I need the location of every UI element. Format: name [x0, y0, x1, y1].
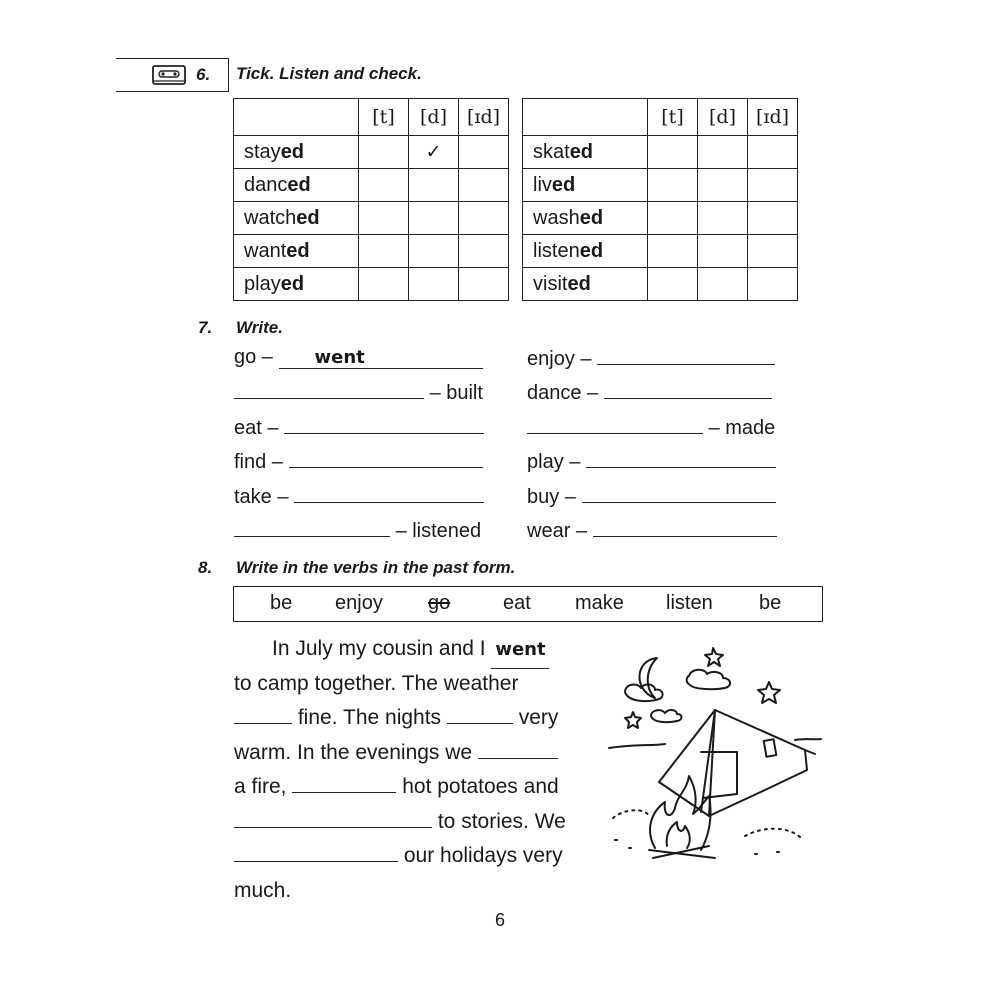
- answer-blank[interactable]: [582, 484, 776, 503]
- word-bank-item: make: [575, 592, 624, 614]
- tick-cell-t[interactable]: [648, 169, 698, 202]
- verb-line: [234, 415, 484, 440]
- story-line: to camp together. The weather: [234, 671, 519, 695]
- tick-cell-t[interactable]: [359, 202, 409, 235]
- tick-cell-id[interactable]: [748, 202, 798, 235]
- answer-blank[interactable]: [478, 740, 558, 759]
- column-header-d: [d]: [409, 99, 459, 136]
- tick-cell-id[interactable]: [459, 202, 509, 235]
- star-icon: [758, 682, 780, 703]
- tick-cell-t[interactable]: [648, 202, 698, 235]
- tick-cell-t[interactable]: [359, 268, 409, 301]
- table-row: [523, 136, 798, 169]
- word-bank-item-crossed: go: [428, 592, 451, 614]
- exercise-7-instruction: Write.: [236, 318, 283, 337]
- tick-cell-t[interactable]: [648, 136, 698, 169]
- story-line: a fire, hot potatoes and: [234, 775, 559, 798]
- column-header-t: [t]: [648, 99, 698, 136]
- verb-word: danced: [234, 169, 359, 202]
- answer-blank[interactable]: [234, 518, 390, 537]
- cloud-icon: [625, 684, 663, 701]
- tick-cell-id[interactable]: [748, 136, 798, 169]
- base-verb: eat –: [234, 417, 279, 439]
- word-bank-item: eat: [503, 592, 531, 614]
- verb-line: [234, 518, 481, 543]
- column-header-d: [d]: [698, 99, 748, 136]
- tick-cell-t[interactable]: [359, 136, 409, 169]
- tick-cell-t[interactable]: [648, 235, 698, 268]
- base-verb: buy –: [527, 486, 576, 508]
- word-bank: [233, 586, 823, 622]
- answer-blank[interactable]: [234, 809, 432, 828]
- cloud-icon: [687, 670, 730, 689]
- table-row: [234, 169, 509, 202]
- story-line: fine. The nights very: [234, 701, 594, 736]
- moon-icon: [639, 658, 657, 698]
- past-verb: – built: [429, 382, 483, 404]
- answer-blank[interactable]: [447, 705, 513, 724]
- sound-table-right: [522, 98, 798, 301]
- tick-cell-id[interactable]: [459, 268, 509, 301]
- answer-blank[interactable]: [234, 843, 398, 862]
- verb-word: listened: [523, 235, 648, 268]
- answer-blank[interactable]: [527, 415, 703, 434]
- answer-blank[interactable]: [294, 484, 484, 503]
- verb-word: visited: [523, 268, 648, 301]
- answer-blank[interactable]: [284, 415, 484, 434]
- table-header-row: [234, 99, 509, 136]
- tick-cell-id[interactable]: [459, 169, 509, 202]
- table-row: [523, 169, 798, 202]
- camp-illustration: [605, 640, 825, 870]
- verb-word: washed: [523, 202, 648, 235]
- table-row: [234, 268, 509, 301]
- tick-cell-d[interactable]: [409, 202, 459, 235]
- story-line: warm. In the evenings we: [234, 736, 594, 771]
- base-verb: wear –: [527, 520, 588, 542]
- story-line: to stories. We: [234, 805, 594, 840]
- campfire-icon: [650, 776, 711, 850]
- tick-cell-id[interactable]: [459, 136, 509, 169]
- table-row: [523, 202, 798, 235]
- base-verb: dance –: [527, 382, 599, 404]
- answer-blank[interactable]: [234, 705, 292, 724]
- star-icon: [705, 648, 723, 666]
- story-line: much.: [234, 878, 292, 902]
- answer-blank[interactable]: [292, 774, 396, 793]
- verb-line: [527, 415, 775, 440]
- tick-cell-id[interactable]: [748, 268, 798, 301]
- column-header-id: [ɪd]: [459, 99, 509, 136]
- story-line: our holidays very: [234, 839, 594, 874]
- base-verb: take –: [234, 486, 289, 508]
- tick-cell-id[interactable]: [748, 169, 798, 202]
- exercise-6-number: 6.: [196, 65, 211, 84]
- verb-word: wanted: [234, 235, 359, 268]
- answer-blank[interactable]: went: [491, 633, 549, 669]
- tick-cell-d[interactable]: [698, 169, 748, 202]
- tent-icon: [659, 710, 807, 816]
- answer-blank[interactable]: [289, 449, 483, 468]
- exercise-6-instruction: Tick. Listen and check.: [236, 64, 422, 83]
- table-row: [234, 235, 509, 268]
- page-number: 6: [494, 910, 505, 930]
- verb-line: [234, 380, 483, 405]
- base-verb: go –: [234, 346, 273, 368]
- base-verb: enjoy –: [527, 348, 592, 370]
- verb-word: lived: [523, 169, 648, 202]
- star-icon: [625, 712, 641, 728]
- past-verb: – made: [708, 417, 776, 439]
- tick-cell-d[interactable]: [698, 136, 748, 169]
- table-row: [523, 235, 798, 268]
- verb-line: [234, 449, 483, 474]
- verb-word: watched: [234, 202, 359, 235]
- verb-line: [527, 518, 777, 543]
- tick-cell-id[interactable]: [459, 235, 509, 268]
- verb-word: skated: [523, 136, 648, 169]
- word-bank-item: enjoy: [335, 592, 383, 614]
- tick-cell-t[interactable]: [359, 235, 409, 268]
- base-verb: play –: [527, 451, 581, 473]
- column-header-id: [ɪd]: [748, 99, 798, 136]
- table-header-blank: [234, 99, 359, 136]
- verb-line: [527, 346, 775, 371]
- tick-cell-d[interactable]: [409, 268, 459, 301]
- tick-cell-t[interactable]: [648, 268, 698, 301]
- tick-cell-d[interactable]: [409, 235, 459, 268]
- answer-blank[interactable]: went: [279, 347, 483, 369]
- table-header-blank: [523, 99, 648, 136]
- word-bank-item: listen: [666, 592, 713, 614]
- table-row: [523, 268, 798, 301]
- answer-blank[interactable]: [597, 346, 775, 365]
- verb-line: [527, 484, 776, 509]
- exercise-7-number: 7.: [198, 318, 213, 337]
- answer-blank[interactable]: [604, 380, 772, 399]
- table-row: [234, 202, 509, 235]
- verb-word: stayed: [234, 136, 359, 169]
- answer-blank[interactable]: [593, 518, 777, 537]
- tick-cell-d[interactable]: [698, 268, 748, 301]
- cassette-header-box: [116, 58, 229, 92]
- sound-table-left: [233, 98, 509, 301]
- tick-cell-t[interactable]: [359, 169, 409, 202]
- tick-cell-d[interactable]: [698, 202, 748, 235]
- verb-line: [234, 484, 484, 509]
- tick-cell-id[interactable]: [748, 235, 798, 268]
- word-bank-item: be: [270, 592, 293, 614]
- verb-line: [527, 380, 772, 405]
- tick-cell-d[interactable]: [698, 235, 748, 268]
- verb-line: [527, 449, 776, 474]
- cloud-icon: [651, 710, 682, 722]
- verb-line: [234, 346, 483, 369]
- tick-cell-d[interactable]: [409, 169, 459, 202]
- base-verb: find –: [234, 451, 283, 473]
- exercise-8-number: 8.: [198, 558, 213, 577]
- tick-cell-d[interactable]: ✓: [409, 136, 459, 169]
- story-line: In July my cousin and I went: [234, 632, 594, 667]
- column-header-t: [t]: [359, 99, 409, 136]
- verb-word: played: [234, 268, 359, 301]
- past-verb: – listened: [395, 520, 482, 542]
- table-header-row: [523, 99, 798, 136]
- word-bank-item: be: [759, 592, 782, 614]
- answer-blank[interactable]: [234, 380, 424, 399]
- cassette-tape-icon: [152, 65, 186, 85]
- exercise-8-instruction: Write in the verbs in the past form.: [236, 558, 516, 577]
- answer-blank[interactable]: [586, 449, 776, 468]
- story-paragraph: [234, 632, 594, 908]
- table-row: [234, 136, 509, 169]
